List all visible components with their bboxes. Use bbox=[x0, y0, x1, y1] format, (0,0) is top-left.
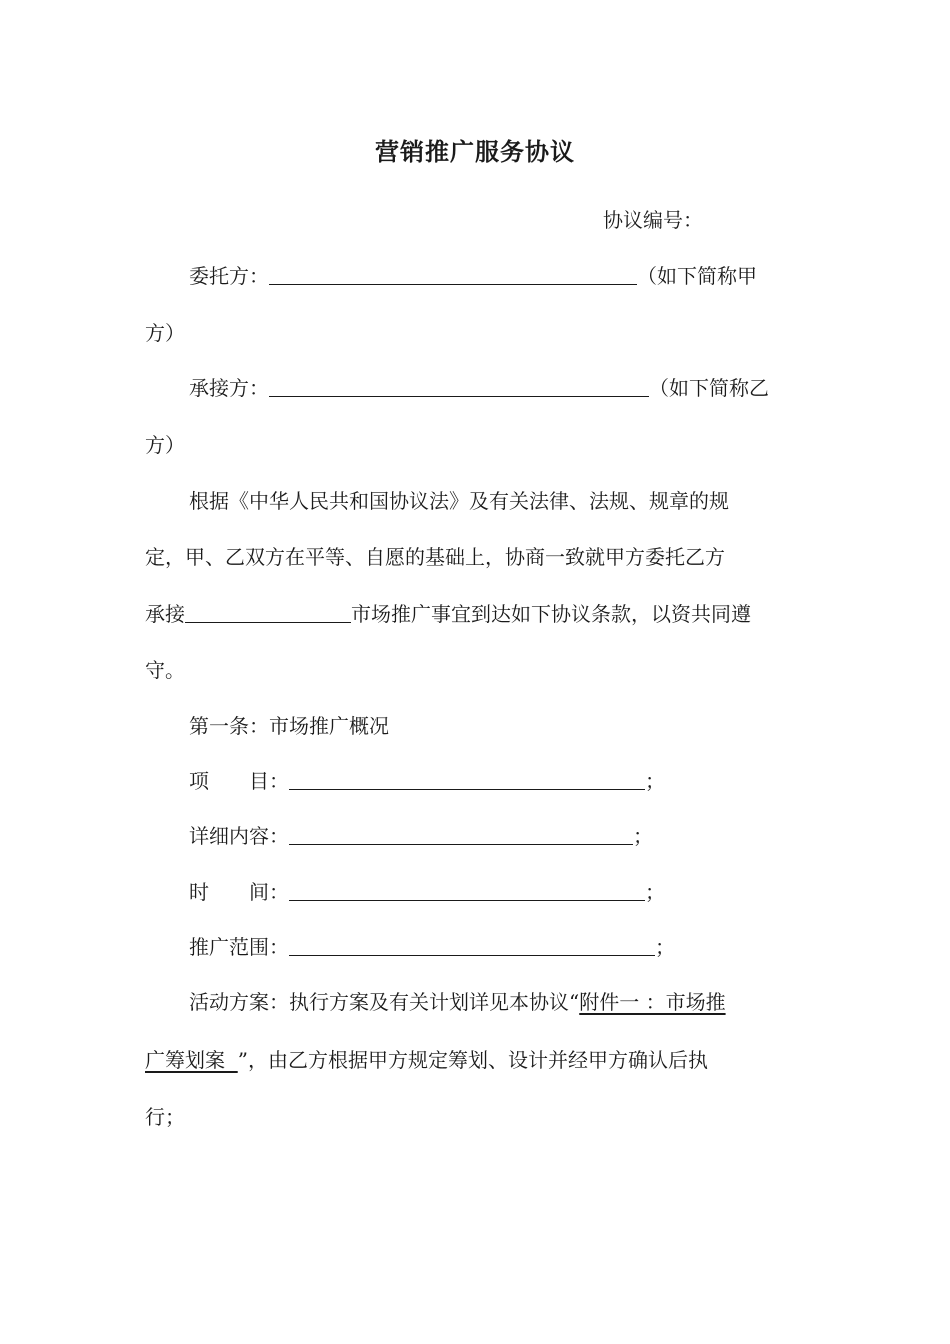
contractor-suffix: （如下简称乙 bbox=[649, 376, 769, 400]
preamble-line-2: 定，甲、乙双方在平等、自愿的基础上，协商一致就甲方委托乙方 bbox=[145, 545, 725, 569]
client-line bbox=[189, 262, 757, 290]
field-time bbox=[189, 878, 665, 906]
field-time-label: 时 间： bbox=[189, 880, 289, 904]
plan-line-2-suffix: ”，由乙方根据甲方规定筹划、设计并经甲方确认后执 bbox=[237, 1048, 708, 1072]
plan-line-2 bbox=[145, 1046, 708, 1074]
client-label: 委托方： bbox=[189, 264, 269, 288]
article-1-heading: 第一条：市场推广概况 bbox=[189, 714, 389, 738]
plan-line-3: 行； bbox=[145, 1105, 185, 1129]
client-suffix-cont: 方） bbox=[145, 321, 185, 345]
field-scope-blank[interactable] bbox=[289, 935, 655, 956]
preamble-line-3-prefix: 承接 bbox=[145, 602, 185, 626]
contractor-suffix-cont: 方） bbox=[145, 433, 185, 457]
preamble-line-1: 根据《中华人民共和国协议法》及有关法律、法规、规章的规 bbox=[189, 489, 729, 513]
appendix-link[interactable]: 附件一 ：市场推 bbox=[579, 990, 726, 1014]
field-scope bbox=[189, 933, 675, 961]
field-project-end: ； bbox=[645, 769, 665, 793]
agreement-number-label: 协议编号： bbox=[603, 208, 703, 232]
field-scope-label: 推广范围： bbox=[189, 935, 289, 959]
client-blank[interactable] bbox=[269, 264, 637, 285]
field-details-label: 详细内容： bbox=[189, 824, 289, 848]
field-time-end: ； bbox=[645, 880, 665, 904]
appendix-link-cont[interactable]: 广筹划案 bbox=[145, 1048, 238, 1072]
field-details-blank[interactable] bbox=[289, 824, 633, 845]
plan-line-1-prefix: 活动方案：执行方案及有关计划详见本协议“ bbox=[189, 990, 580, 1014]
client-suffix: （如下简称甲 bbox=[637, 264, 757, 288]
field-details bbox=[189, 822, 653, 850]
field-project-label: 项 目： bbox=[189, 769, 289, 793]
preamble-line-3-suffix: 市场推广事宜到达如下协议条款，以资共同遵 bbox=[351, 602, 751, 626]
contractor-blank[interactable] bbox=[269, 376, 649, 397]
field-details-end: ； bbox=[633, 824, 653, 848]
plan-line-1 bbox=[189, 988, 726, 1016]
contractor-label: 承接方： bbox=[189, 376, 269, 400]
contractor-line bbox=[189, 374, 769, 402]
preamble-line-4: 守。 bbox=[145, 658, 185, 682]
field-project bbox=[189, 767, 665, 795]
field-project-blank[interactable] bbox=[289, 769, 645, 790]
preamble-line-3 bbox=[145, 600, 751, 628]
document-title: 营销推广服务协议 bbox=[375, 137, 575, 166]
market-blank[interactable] bbox=[185, 602, 351, 623]
field-time-blank[interactable] bbox=[289, 880, 645, 901]
field-scope-end: ； bbox=[655, 935, 675, 959]
